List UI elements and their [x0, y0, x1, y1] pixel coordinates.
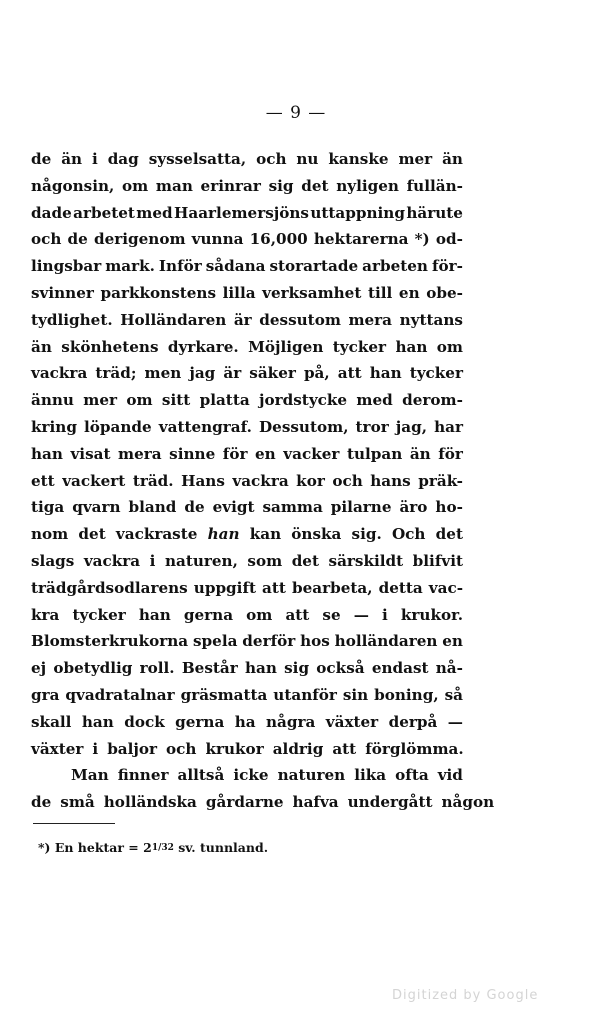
page-number: — 9 —: [265, 103, 327, 123]
text-line: lingsbar mark. Inför sådana storartade arbeten för-: [31, 257, 463, 276]
text-line: ett vackert träd. Hans vackra kor och hans präk-: [31, 471, 463, 490]
footnote-text: En hektar = 2: [54, 840, 152, 855]
text-line: han visat mera sinne för en vacker tulpan än för: [31, 444, 463, 463]
text-line: trädgårdsodlarens uppgift att bearbeta, detta vac-: [31, 578, 463, 597]
text-line: växter i baljor och krukor aldrig att förglömma.: [31, 739, 464, 758]
footnote-marker: *): [38, 840, 51, 855]
text-line: ännu mer om sitt platta jordstycke med derom-: [31, 391, 463, 410]
text-line: än skönhetens dyrkare. Möjligen tycker han om: [31, 337, 463, 356]
text-line: tydlighet. Holländaren är dessutom mera nyttans: [31, 310, 463, 329]
text-line: någonsin, om man erinrar sig det nyligen fullän-: [31, 176, 463, 195]
text-line: kra tycker han gerna om att se — i krukor.: [31, 605, 463, 624]
text-line: Man finner alltså icke naturen lika ofta vid: [71, 766, 463, 785]
text-line: Blomsterkrukorna spela derför hos holländaren en: [31, 632, 463, 651]
body-text: [31, 146, 495, 816]
text-line: ej obetydlig roll. Består han sig också endast nå-: [31, 659, 463, 678]
text-line: de små holländska gårdarne hafva undergått någon: [31, 793, 495, 812]
footnote-suffix: sv. tunnland.: [178, 840, 269, 855]
footnote-rule: [33, 823, 115, 824]
text-line: dade arbetet med Haarlemersjöns uttappning härute: [31, 203, 463, 222]
text-line: gra qvadratalnar gräsmatta utanför sin boning, så: [31, 685, 463, 704]
footnote-fraction: 1/32: [151, 843, 174, 853]
watermark: Digitized by Google: [392, 988, 539, 1003]
footnote: [38, 840, 268, 855]
text-line: vackra träd; men jag är säker på, att han tycker: [31, 364, 463, 383]
text-line: nom det vackraste han kan önska sig. Och det: [31, 525, 463, 544]
text-line: skall han dock gerna ha några växter derpå —: [31, 712, 463, 731]
text-line: tiga qvarn bland de evigt samma pilarne äro ho-: [31, 498, 463, 517]
text-line: slags vackra i naturen, som det särskildt blifvit: [31, 551, 463, 570]
text-line: kring löpande vattengraf. Dessutom, tror jag, har: [31, 417, 463, 436]
text-line: svinner parkkonstens lilla verksamhet till en obe-: [31, 283, 463, 302]
text-line: de än i dag sysselsatta, och nu kanske mer än: [31, 150, 463, 168]
text-line: och de derigenom vunna 16,000 hektarerna *) od-: [31, 230, 463, 249]
